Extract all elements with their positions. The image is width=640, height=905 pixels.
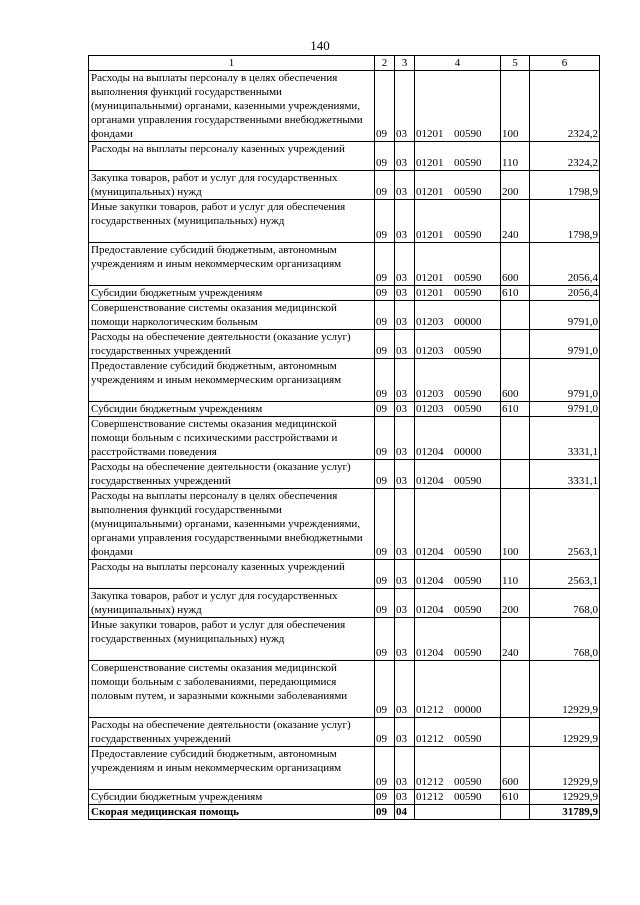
row-target-code [415,489,501,560]
row-amount: 2056,4 [530,286,600,301]
row-name: Расходы на обеспечение деятельности (оказание услуг) государственных учреждений [89,330,375,359]
row-subsection: 03 [395,359,415,402]
table-row [89,618,600,661]
target-code-direction: 00590 [454,647,482,659]
row-subsection: 03 [395,330,415,359]
row-subsection: 03 [395,460,415,489]
row-name: Субсидии бюджетным учреждениям [89,402,375,417]
target-code-direction: 00590 [454,128,482,140]
row-subsection: 03 [395,790,415,805]
row-target-code [415,805,501,820]
row-amount: 3331,1 [530,417,600,460]
target-code-direction: 00000 [454,316,482,328]
row-amount: 2056,4 [530,243,600,286]
row-name: Совершенствование системы оказания медицинской помощи больным с психическими расстройствами и расстройствами поведения [89,417,375,460]
row-expense-type: 240 [501,200,530,243]
target-code-program: 01212 [416,704,444,716]
row-name: Расходы на выплаты персоналу в целях обеспечения выполнения функций государственными (муниципальными) органами, казенными учреждениями, органами управления государственными внебюджетными фондами [89,489,375,560]
budget-table [88,55,600,820]
row-subsection: 03 [395,560,415,589]
row-target-code [415,286,501,301]
target-code-program: 01203 [416,345,444,357]
row-name: Субсидии бюджетным учреждениям [89,790,375,805]
row-subsection: 03 [395,301,415,330]
row-section: 09 [375,330,395,359]
row-subsection: 03 [395,718,415,747]
row-name: Расходы на обеспечение деятельности (оказание услуг) государственных учреждений [89,718,375,747]
target-code-program: 01203 [416,316,444,328]
row-expense-type [501,417,530,460]
table-row [89,747,600,790]
page-number: 140 [310,38,330,53]
row-name: Расходы на выплаты персоналу казенных учреждений [89,560,375,589]
table-row [89,661,600,718]
target-code-direction: 00590 [454,345,482,357]
row-amount: 2324,2 [530,71,600,142]
row-section: 09 [375,359,395,402]
target-code-direction: 00000 [454,704,482,716]
target-code-direction: 00590 [454,186,482,198]
row-expense-type: 110 [501,560,530,589]
row-expense-type [501,460,530,489]
row-target-code [415,618,501,661]
row-section: 09 [375,301,395,330]
row-section: 09 [375,805,395,820]
row-subsection: 04 [395,805,415,820]
row-target-code [415,359,501,402]
target-code-direction: 00590 [454,403,482,415]
row-name: Расходы на обеспечение деятельности (оказание услуг) государственных учреждений [89,460,375,489]
row-amount: 12929,9 [530,661,600,718]
row-name: Предоставление субсидий бюджетным, автономным учреждениям и иным некоммерческим организациям [89,243,375,286]
row-amount: 768,0 [530,589,600,618]
table-row [89,560,600,589]
row-subsection: 03 [395,171,415,200]
target-code-direction: 00590 [454,388,482,400]
target-code-program: 01201 [416,272,444,284]
target-code-direction: 00590 [454,776,482,788]
target-code-program: 01212 [416,733,444,745]
target-code-program: 01212 [416,791,444,803]
table-row [89,589,600,618]
target-code-program: 01204 [416,604,444,616]
row-amount: 12929,9 [530,718,600,747]
target-code-direction: 00590 [454,157,482,169]
row-expense-type [501,805,530,820]
row-expense-type [501,330,530,359]
row-amount: 3331,1 [530,460,600,489]
row-subsection: 03 [395,142,415,171]
target-code-direction: 00590 [454,546,482,558]
row-name: Совершенствование системы оказания медицинской помощи больным с заболеваниями, передающимися половым путем, и заразными кожными заболеваниями [89,661,375,718]
row-name: Иные закупки товаров, работ и услуг для обеспечения государственных (муниципальных) нужд [89,618,375,661]
row-section: 09 [375,618,395,661]
header-cell: 1 [89,56,375,71]
row-target-code [415,718,501,747]
table-row [89,718,600,747]
target-code-direction: 00590 [454,229,482,241]
row-target-code [415,301,501,330]
table-row [89,489,600,560]
table-row [89,359,600,402]
row-name: Иные закупки товаров, работ и услуг для обеспечения государственных (муниципальных) нужд [89,200,375,243]
table-row [89,460,600,489]
row-expense-type: 610 [501,790,530,805]
row-target-code [415,560,501,589]
table-row [89,243,600,286]
row-expense-type: 100 [501,489,530,560]
row-section: 09 [375,417,395,460]
target-code-program: 01204 [416,647,444,659]
target-code-program: 01204 [416,475,444,487]
table-row [89,200,600,243]
header-cell: 2 [375,56,395,71]
row-amount: 2563,1 [530,560,600,589]
row-amount: 2324,2 [530,142,600,171]
row-section: 09 [375,589,395,618]
target-code-direction: 00590 [454,272,482,284]
row-subsection: 03 [395,417,415,460]
row-expense-type: 200 [501,589,530,618]
row-section: 09 [375,243,395,286]
row-section: 09 [375,560,395,589]
row-name: Расходы на выплаты персоналу казенных учреждений [89,142,375,171]
row-section: 09 [375,286,395,301]
header-cell: 5 [501,56,530,71]
row-section: 09 [375,142,395,171]
row-expense-type: 610 [501,286,530,301]
table-row [89,301,600,330]
row-subsection: 03 [395,286,415,301]
row-section: 09 [375,718,395,747]
row-name: Расходы на выплаты персоналу в целях обеспечения выполнения функций государственными (муниципальными) органами, казенными учреждениями, органами управления государственными внебюджетными фондами [89,71,375,142]
row-target-code [415,790,501,805]
row-subsection: 03 [395,402,415,417]
row-target-code [415,330,501,359]
row-expense-type: 100 [501,71,530,142]
row-amount: 1798,9 [530,171,600,200]
row-section: 09 [375,200,395,243]
row-target-code [415,402,501,417]
row-name: Предоставление субсидий бюджетным, автономным учреждениям и иным некоммерческим организациям [89,747,375,790]
row-amount: 9791,0 [530,402,600,417]
row-target-code [415,142,501,171]
row-subsection: 03 [395,747,415,790]
row-section: 09 [375,460,395,489]
table-row [89,286,600,301]
row-subsection: 03 [395,71,415,142]
target-code-program: 01201 [416,186,444,198]
row-amount: 2563,1 [530,489,600,560]
target-code-program: 01204 [416,546,444,558]
header-cell: 3 [395,56,415,71]
row-section: 09 [375,171,395,200]
target-code-program: 01201 [416,128,444,140]
target-code-program: 01203 [416,388,444,400]
row-amount: 12929,9 [530,747,600,790]
row-target-code [415,200,501,243]
row-target-code [415,661,501,718]
header-cell: 4 [415,56,501,71]
row-subsection: 03 [395,243,415,286]
row-name: Закупка товаров, работ и услуг для государственных (муниципальных) нужд [89,171,375,200]
target-code-direction: 00590 [454,475,482,487]
row-subsection: 03 [395,661,415,718]
table-header-row [89,56,600,71]
row-section: 09 [375,71,395,142]
row-subsection: 03 [395,589,415,618]
target-code-program: 01201 [416,157,444,169]
row-name: Скорая медицинская помощь [89,805,375,820]
target-code-direction: 00590 [454,575,482,587]
row-expense-type: 610 [501,402,530,417]
row-expense-type [501,661,530,718]
row-subsection: 03 [395,618,415,661]
table-row [89,402,600,417]
target-code-program: 01201 [416,287,444,299]
table-row [89,417,600,460]
row-amount: 1798,9 [530,200,600,243]
table-row [89,142,600,171]
table-row [89,790,600,805]
row-target-code [415,71,501,142]
target-code-direction: 00590 [454,287,482,299]
row-target-code [415,747,501,790]
table-row [89,330,600,359]
target-code-program: 01204 [416,575,444,587]
row-section: 09 [375,402,395,417]
table-row [89,805,600,820]
row-name: Совершенствование системы оказания медицинской помощи наркологическим больным [89,301,375,330]
target-code-program: 01204 [416,446,444,458]
target-code-program: 01212 [416,776,444,788]
row-amount: 768,0 [530,618,600,661]
row-expense-type: 240 [501,618,530,661]
row-expense-type: 600 [501,747,530,790]
row-section: 09 [375,489,395,560]
row-target-code [415,243,501,286]
row-name: Закупка товаров, работ и услуг для государственных (муниципальных) нужд [89,589,375,618]
target-code-program: 01201 [416,229,444,241]
row-subsection: 03 [395,489,415,560]
row-name: Субсидии бюджетным учреждениям [89,286,375,301]
row-expense-type: 600 [501,243,530,286]
target-code-direction: 00590 [454,733,482,745]
table-row [89,71,600,142]
row-target-code [415,460,501,489]
row-amount: 31789,9 [530,805,600,820]
row-target-code [415,417,501,460]
row-expense-type: 110 [501,142,530,171]
row-target-code [415,171,501,200]
row-amount: 9791,0 [530,330,600,359]
row-name: Предоставление субсидий бюджетным, автономным учреждениям и иным некоммерческим организациям [89,359,375,402]
target-code-direction: 00590 [454,604,482,616]
row-section: 09 [375,747,395,790]
row-expense-type [501,718,530,747]
target-code-direction: 00590 [454,791,482,803]
row-expense-type: 200 [501,171,530,200]
row-section: 09 [375,661,395,718]
row-expense-type [501,301,530,330]
row-target-code [415,589,501,618]
row-subsection: 03 [395,200,415,243]
row-amount: 9791,0 [530,301,600,330]
row-expense-type: 600 [501,359,530,402]
row-amount: 9791,0 [530,359,600,402]
target-code-program: 01203 [416,403,444,415]
header-cell: 6 [530,56,600,71]
row-section: 09 [375,790,395,805]
table-row [89,171,600,200]
row-amount: 12929,9 [530,790,600,805]
target-code-direction: 00000 [454,446,482,458]
